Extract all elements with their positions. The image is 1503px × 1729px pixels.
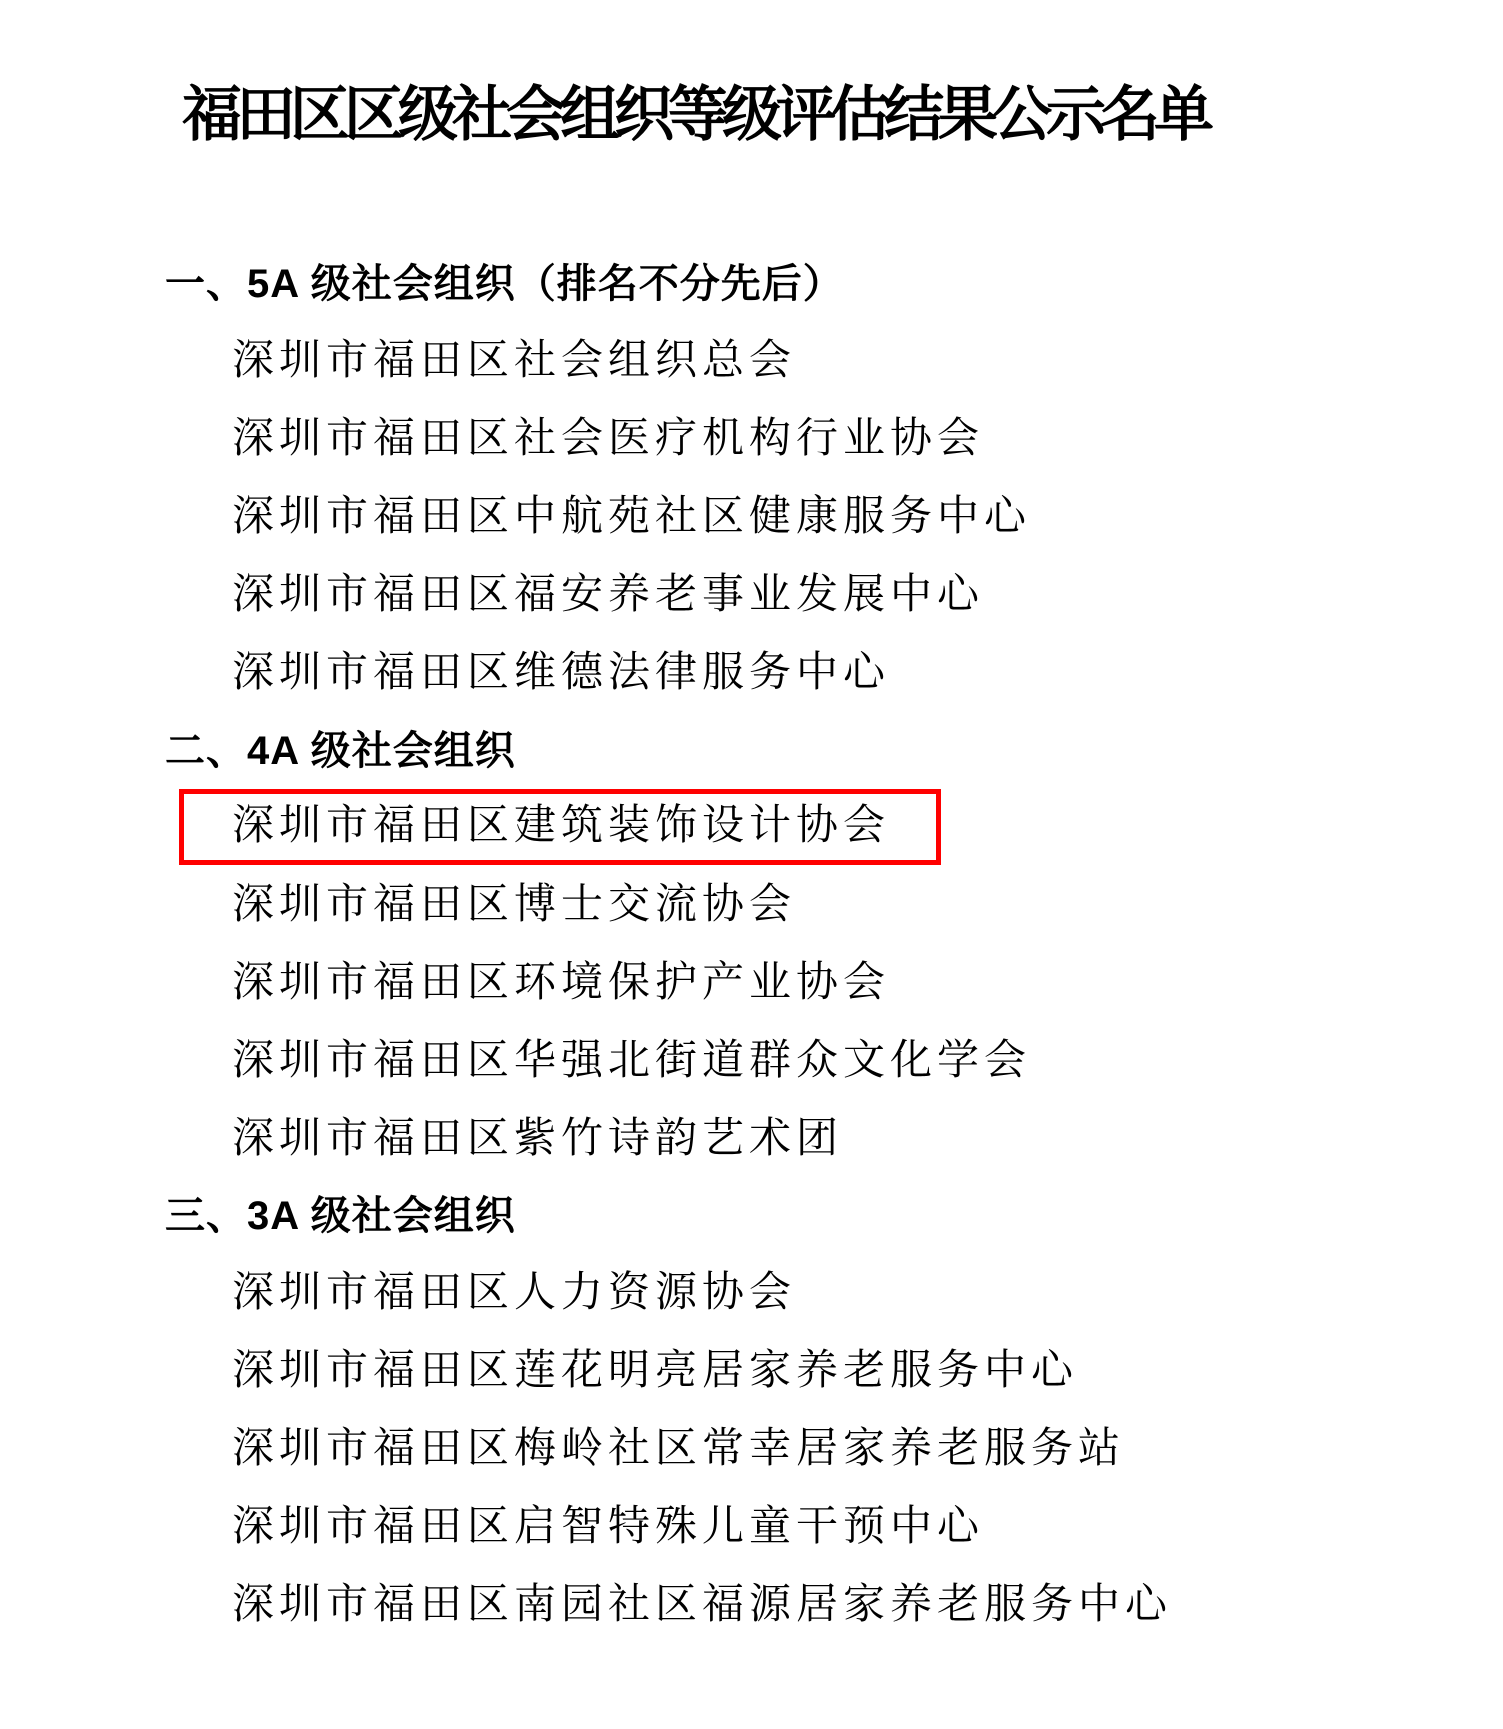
highlight-box xyxy=(179,789,941,865)
list-item: 深圳市福田区社会医疗机构行业协会 xyxy=(232,416,985,462)
list-item: 深圳市福田区中航苑社区健康服务中心 xyxy=(232,494,1032,540)
list-item: 深圳市福田区维德法律服务中心 xyxy=(232,650,891,696)
list-item: 深圳市福田区启智特殊儿童干预中心 xyxy=(232,1504,985,1550)
list-item: 深圳市福田区环境保护产业协会 xyxy=(232,960,891,1006)
list-item: 深圳市福田区莲花明亮居家养老服务中心 xyxy=(232,1348,1079,1394)
section-heading-4a: 二、4A 级社会组织 xyxy=(165,729,516,773)
list-item: 深圳市福田区华强北街道群众文化学会 xyxy=(232,1038,1032,1084)
list-item: 深圳市福田区人力资源协会 xyxy=(232,1270,797,1316)
list-item: 深圳市福田区紫竹诗韵艺术团 xyxy=(232,1116,844,1162)
list-item: 深圳市福田区博士交流协会 xyxy=(232,882,797,928)
page-title: 福田区区级社会组织等级评估结果公示名单 xyxy=(182,82,1208,148)
list-item: 深圳市福田区南园社区福源居家养老服务中心 xyxy=(232,1582,1173,1628)
list-item-highlighted: 深圳市福田区建筑装饰设计协会 xyxy=(232,803,891,849)
section-heading-3a: 三、3A 级社会组织 xyxy=(165,1194,516,1238)
list-item: 深圳市福田区梅岭社区常幸居家养老服务站 xyxy=(232,1426,1126,1472)
section-heading-5a: 一、5A 级社会组织（排名不分先后） xyxy=(165,262,844,306)
list-item: 深圳市福田区社会组织总会 xyxy=(232,338,797,384)
list-item: 深圳市福田区福安养老事业发展中心 xyxy=(232,572,985,618)
